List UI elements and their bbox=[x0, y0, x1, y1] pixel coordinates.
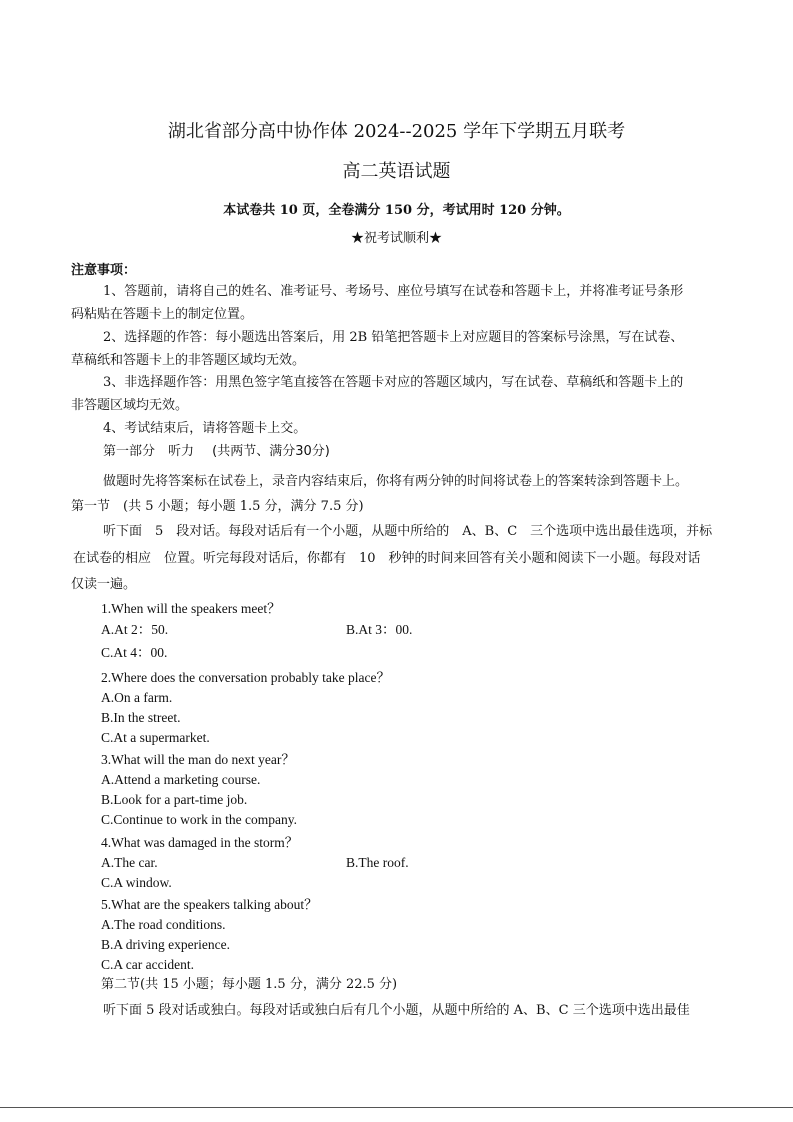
page-bottom-rule bbox=[0, 1107, 793, 1108]
exam-title: 湖北省部分高中协作体 2024--2025 学年下学期五月联考 bbox=[167, 121, 626, 142]
question-5-option-a: A.The road conditions. bbox=[101, 917, 226, 932]
section1-instruction-line-2: 在试卷的相应 位置。听完每段对话后，你都有 10 秒钟的时间来回答有关小题和阅读下一小题。每段对话 bbox=[73, 551, 701, 566]
notice-item-4: 4、考试结束后，请将答题卡上交。 bbox=[103, 421, 307, 436]
question-4-option-c: C.A window. bbox=[101, 875, 172, 890]
question-2-option-c: C.At a supermarket. bbox=[101, 730, 210, 745]
question-3: 3.What will the man do next year？ bbox=[101, 752, 295, 767]
section2-instruction-line-1: 听下面 5 段对话或独白。每段对话或独白后有几个小题，从题中所给的 A、B、C 三个选项中选出最佳 bbox=[103, 1003, 690, 1018]
part1-label: 第一部分 听力 bbox=[103, 444, 195, 459]
question-2-option-b: B.In the street. bbox=[101, 710, 181, 725]
question-5-option-c: C.A car accident. bbox=[101, 957, 194, 972]
notice-item-1-line-1: 1、答题前，请将自己的姓名、准考证号、考场号、座位号填写在试卷和答题卡上，并将准考证号条形 bbox=[103, 284, 684, 299]
exam-subtitle: 高二英语试题 bbox=[342, 161, 451, 182]
question-3-option-c: C.Continue to work in the company. bbox=[101, 812, 297, 827]
part1-points: (共两节、满分30分) bbox=[212, 444, 330, 459]
notice-item-2-line-2: 草稿纸和答题卡上的非答题区域均无效。 bbox=[71, 353, 306, 368]
question-4: 4.What was damaged in the storm？ bbox=[101, 835, 299, 850]
section1-heading: 第一节 (共 5 小题；每小题 1.5 分，满分 7.5 分) bbox=[71, 499, 364, 514]
question-1-option-b: B.At 3：00. bbox=[346, 622, 413, 637]
question-2: 2.Where does the conversation probably take place？ bbox=[101, 670, 391, 685]
exam-wish: ★祝考试顺利★ bbox=[350, 231, 442, 246]
question-3-option-b: B.Look for a part-time job. bbox=[101, 792, 248, 807]
part1-heading bbox=[103, 443, 330, 461]
notice-item-1-line-2: 码粘贴在答题卡上的制定位置。 bbox=[71, 307, 254, 322]
notice-item-3-line-2: 非答题区域均无效。 bbox=[71, 398, 189, 413]
question-1-option-a: A.At 2：50. bbox=[101, 622, 169, 637]
question-5-option-b: B.A driving experience. bbox=[101, 937, 230, 952]
section1-instruction-line-3: 仅读一遍。 bbox=[71, 577, 137, 592]
question-5: 5.What are the speakers talking about？ bbox=[101, 897, 318, 912]
notice-heading: 注意事项： bbox=[71, 263, 137, 278]
question-4-option-b: B.The roof. bbox=[346, 855, 409, 870]
section2-heading: 第二节(共 15 小题；每小题 1.5 分，满分 22.5 分) bbox=[101, 977, 398, 992]
notice-item-2-line-1: 2、选择题的作答：每小题选出答案后，用 2B 铅笔把答题卡上对应题目的答案标号涂黑，写在试卷、 bbox=[103, 330, 684, 345]
question-4-option-a: A.The car. bbox=[101, 855, 158, 870]
notice-item-3-line-1: 3、非选择题作答：用黑色签字笔直接答在答题卡对应的答题区域内，写在试卷、草稿纸和答题卡上的 bbox=[103, 375, 684, 390]
question-3-option-a: A.Attend a marketing course. bbox=[101, 772, 261, 787]
question-1-option-c: C.At 4：00. bbox=[101, 645, 168, 660]
part1-instruction: 做题时先将答案标在试卷上，录音内容结束后，你将有两分钟的时间将试卷上的答案转涂到答题卡上。 bbox=[103, 474, 689, 489]
section1-instruction-line-1: 听下面 5 段对话。每段对话后有一个小题，从题中所给的 A、B、C 三个选项中选出最佳选项，并标 bbox=[103, 524, 713, 539]
exam-info: 本试卷共 10 页，全卷满分 150 分，考试用时 120 分钟。 bbox=[223, 203, 570, 218]
question-1: 1.When will the speakers meet？ bbox=[101, 601, 281, 616]
question-2-option-a: A.On a farm. bbox=[101, 690, 173, 705]
